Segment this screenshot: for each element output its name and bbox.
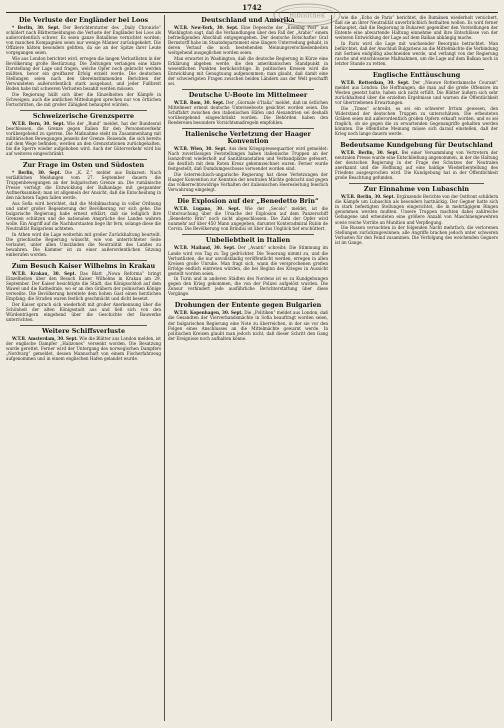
article-headline: Drohungen der Entente gegen Bulgarien [174, 301, 322, 310]
article-paragraph [168, 146, 328, 171]
article-headline: Bedeutsame Kundgebung für Deutschland [340, 140, 493, 149]
article-paragraph [168, 276, 328, 296]
article-paragraph [335, 80, 498, 105]
article-headline: Deutsche U-Boote im Mittelmeer [188, 91, 308, 100]
article [168, 92, 328, 125]
paragraph-text: Der „Nieuwe Rotterdamsche Courant“ meldet aus London: Die Hoffnungen, die man auf die große Offensive im Westen gesetzt hatte, haben sich nicht erfüllt. Die Blätter äußern sich sehr zurückhaltend über die erzielten Ergebnisse und warnen die Öffentlichkeit vor übertriebenen Erwartungen. [335, 79, 498, 106]
article-dateline: * Berlin, 30. Sept. [12, 25, 60, 30]
column-1 [6, 15, 161, 721]
article-headline: Weitere Schiffsverluste [41, 326, 126, 335]
article-dateline: W.T.B. Bern, 30. Sept. [12, 120, 65, 126]
paragraph-text: Bei einer Versammlung von Vertretern der neutralen Presse wurde eine Entschließung angenommen, in der die Haltung der deutschen Regierung in der Frage des Schutzes der Neutralen anerkannt und die Hoffnung auf eine baldige Wiederherstellung des Friedens ausgesprochen wird. Die Kundgebung hat in der Öffentlichkeit große Beachtung gefunden. [335, 149, 498, 181]
article [335, 72, 498, 136]
article-paragraph [6, 92, 161, 107]
article-paragraph [6, 271, 161, 301]
article [6, 17, 161, 107]
article [6, 263, 161, 322]
article-paragraph [6, 25, 161, 55]
article-dateline: W.T.B. Berlin, 30. Sept. [341, 149, 399, 155]
article-dateline: W.T.B. Wien, 30. Sept. [174, 146, 227, 152]
article-paragraph [168, 100, 328, 125]
article-dateline: W.T.B. Rotterdam, 30. Sept. [341, 79, 410, 85]
header-rule [6, 12, 498, 13]
article-paragraph [6, 170, 161, 200]
article-paragraph [335, 194, 498, 224]
article-paragraph [168, 56, 328, 86]
bottom-margin [0, 721, 504, 728]
article [168, 131, 328, 192]
article-headline: Unbeliebtheit in Italien [205, 236, 291, 245]
article-separator [20, 325, 147, 326]
column-divider [331, 15, 332, 721]
article-paragraph [6, 232, 161, 257]
article-dateline: W.T.B. Amsterdam, 30. Sept. [12, 335, 78, 341]
article-separator [182, 128, 314, 129]
paragraph-text: Der „Avanti“ schreibt: Die Stimmung im Lande wird von Tag zu Tag gedrückter. Die Teuerung nimmt zu, und die Verlustlisten, die nur unvollständig veröffentlicht werden, erregen in allen Kreisen große Unruhe. Man fragt sich, wann die versprochenen großen Erfolge endlich eintreten würden, die bei Beginn des Krieges in Aussicht gestellt worden seien. [168, 245, 328, 276]
article-dateline: W.T.B. New-York, 30. Sept. [174, 25, 239, 30]
paragraph-text: Die „K. Z.“ meldet aus Bukarest: Nach verläßlichen Meldungen vom 27. September dauern die Truppenbewegungen an der bulgarischen Grenze an. Die rumänische Presse verfolgt die Entwicklung der Balkanlage mit gespannter Aufmerksamkeit; man ist allgemein der Ansicht, daß die Entscheidung in den nächsten Tagen fallen werde. [6, 170, 161, 201]
article-paragraph [168, 310, 328, 340]
article-paragraph [335, 150, 498, 180]
article-headline: Die Verluste der Engländer bei Loos [18, 16, 149, 24]
article-paragraph [168, 245, 328, 275]
article-headline: Die Explosion auf der „Benedetto Brin“ [177, 197, 319, 206]
article-dateline: W.T.B. Rom, 30. Sept. [174, 100, 225, 106]
paragraph-text: In Turin und in anderen Städten des Nordens ist es zu Kundgebungen gegen den Krieg gekommen, die von der Polizei aufgelöst wurden. Die Zensur verhindert jede ausführliche Berichterstattung über diese Vorgänge. [168, 276, 328, 297]
article [6, 113, 161, 156]
paragraph-text: Der Berichterstatter des „Daily Chronicle“ schildert nach Blättermeldungen die Verluste der Engländer bei Loos als außerordentlich schwer. Es seien ganze Bataillone vernichtet worden; von manchen Kompagnien seien nur wenige Männer zurückgekehrt. Die Offiziere hätten besonders gelitten, da sie an der Spitze ihrer Leute vorgegangen seien. [6, 25, 161, 56]
article-headline: Zur Frage im Osten und Südosten [22, 161, 145, 170]
article-separator [182, 234, 314, 235]
article [335, 186, 498, 245]
paragraph-text: In Athen wird die Lage weiterhin mit großer Zurückhaltung beurteilt. Die griechische Regierung wünscht, wie von unterrichteter Seite verlautet, unter allen Umständen die Neutralität des Landes zu bewahren. Die Kammer ist zu einer außerordentlichen Sitzung einberufen worden. [6, 231, 161, 257]
paragraph-text: Die „Times“ schreibt, es sei ein schwerer Irrtum gewesen, den Widerstand der deutschen Truppen zu unterschätzen. Die erbeuteten Gräben seien mit außerordentlich großen Opfern erkauft worden, und es sei fraglich, ob sie gegen die zu erwartenden Gegenangriffe gehalten werden könnten. Die öffentliche Meinung müsse sich darauf einstellen, daß der Krieg noch lange dauern werde. [335, 105, 498, 136]
svg-text:Bibliothek: Bibliothek [288, 11, 326, 20]
article [6, 162, 161, 257]
article [168, 198, 328, 231]
article-dateline: * Berlin, 30. Sept. [12, 170, 62, 176]
article-paragraph [335, 225, 498, 245]
paragraph-text: Wie die Blätter aus London melden, ist der englische Dampfer „Halizones“ versenkt worden. Die Besatzung wurde gerettet. Ferner wird der Untergang des norwegischen Dampfers „Nordvarg“ gemeldet, dessen Mannschaft von einem Fischerfahrzeug aufgenommen und in einem englischen Hafen gelandet wurde. [6, 335, 161, 362]
paragraph-text: Aus Sofia wird berichtet, daß die Mobilmachung in voller Ordnung und unter großer Begeisterung der Bevölkerung vor sich gehe. Die bulgarische Regierung habe erneut erklärt, daß sie lediglich ihre Grenzen schützen und die nationalen Ansprüche des Landes wahren wolle. Ein Angriff auf die Nachbarstaaten liege ihr fern, solange diese die Neutralität Bulgariens achteten. [6, 200, 161, 232]
paragraph-text: Die „Politiken“ meldet aus London, daß die Gesandten der Vierverbandsmächte in Sofia beauftragt worden seien, der bulgarischen Regierung eine Note zu überreichen, in der sie vor den Folgen eines Anschlusses an die Mittelmächte gewarnt werde. In politischen Kreisen glaubt man jedoch nicht, daß dieser Schritt den Gang der Ereignisse noch aufhalten könne. [168, 310, 328, 341]
article-separator [182, 195, 314, 196]
article-separator [20, 159, 147, 160]
article-headline: Deutschland und Amerika [201, 16, 295, 24]
article-separator [20, 110, 147, 111]
article-separator [182, 89, 314, 90]
article-headline: Schweizerische Grenzsperre [32, 111, 135, 120]
paragraph-text: Der „Giornale d'Italia“ meldet, daß im östlichen Mittelmeer erneut deutsche Unterseeboote gesichtet worden seien. Die Schiffahrt zwischen den italienischen Häfen und Alexandrien sei deshalb vorübergehend eingeschränkt worden. Die Behörden haben den Reedereien besondere Vorsichtsmaßregeln empfohlen. [168, 100, 328, 126]
article-separator [349, 183, 484, 184]
paragraph-text: Eine Depesche der „Evening Post“ aus Washington sagt, daß die Verhandlungen über den Fall der „Arabic“ einem befriedigenden Abschluß entgegengehen. Der deutsche Botschafter Graf Bernstorff habe im Staatsdepartement eine längere Unterredung gehabt, in deren Verlauf die noch bestehenden Meinungsverschiedenheiten weitgehend ausgeglichen worden seien. [168, 25, 328, 56]
paragraph-text: Wie der „Secolo“ meldet, ist die Untersuchung über die Ursache der Explosion auf dem Panzerschiff „Benedetto Brin“ noch nicht abgeschlossen. Die Zahl der Opfer wird nunmehr auf über 450 Mann angegeben, darunter Konteradmiral Rubin de Cervin. Die Bevölkerung von Brindisi ist über das Unglück tief erschüttert. [168, 206, 328, 232]
article-headline: Englische Enttäuschung [372, 70, 461, 79]
article-separator [349, 69, 484, 70]
article-paragraph [335, 41, 498, 66]
article-paragraph [6, 56, 161, 91]
page-number: 1742 [242, 3, 262, 12]
article-paragraph [168, 25, 328, 55]
column-2 [168, 15, 328, 721]
paragraph-text: In Paris wird die Lage mit wachsender Besorgnis betrachtet. Man befürchtet, daß der Anschluß Bulgariens an die Mittelmächte die Verbindung mit Serbien endgültig abschneiden werde, und verlangt von der Regierung rasche und entschlossene Maßnahmen, um die Lage auf dem Balkan noch in letzter Stunde zu retten. [335, 40, 498, 66]
column-3 [335, 15, 498, 721]
paragraph-text: Man erwartet in Washington, daß die deutsche Regierung in Kürze eine Erklärung abgeben werde, die den amerikanischen Standpunkt in wesentlichen Punkten berücksichtige. In politischen Kreisen wird die Entwicklung mit Genugtuung aufgenommen; man glaubt, daß damit eine der schwierigsten Fragen zwischen beiden Ländern aus der Welt geschafft sei. [168, 55, 328, 87]
article-paragraph [6, 121, 161, 156]
paragraph-text: Aus dem Kriegspressequartier wird gemeldet: Nach zuverlässigen Feststellungen haben italienische Truppen an der Isonzofront wiederholt auf Sanitätsanstalten und Verbandplätze gefeuert, die deutlich mit dem Roten Kreuz gekennzeichnet waren. Ferner wurde festgestellt, daß Dumdumgeschosse verwendet worden sind. [168, 146, 328, 172]
paragraph-text: Der Kaiser sprach sich wiederholt mit großer Anerkennung über die Schönheit der alten Königsstadt aus und ließ sich von den Würdenträgern eingehend über die Geschichte der Bauwerke unterrichten. [6, 301, 161, 322]
article-headline: Zur Einnahme von Lubaschin [363, 185, 470, 194]
article-separator [349, 139, 484, 140]
article-headline: Zum Besuch Kaiser Wilhelms in Krakau [11, 261, 156, 270]
article-headline: Italienische Verletzung der Haager Konvention [185, 130, 311, 146]
paragraph-text: Wie aus London berichtet wird, erregen die langen Verlustlisten in der Bevölkerung große Bestürzung. Die Zeitungen verlangen eine klare Darstellung der Lage und fragen, welche Opfer noch gebracht werden müßten, bevor ein greifbarer Erfolg erzielt werde. Die deutschen Stellungen seien nach den übereinstimmenden Berichten der Verwundeten außerordentlich stark ausgebaut, und jeder Fußbreit Boden habe mit schweren Verlusten bezahlt werden müssen. [6, 55, 161, 92]
article-paragraph [6, 302, 161, 322]
article-dateline: W.T.B. Berlin, 30. Sept. [341, 194, 395, 200]
article [168, 17, 328, 86]
article [335, 15, 498, 66]
article-dateline: W.T.B. Mailand, 30. Sept. [174, 245, 236, 251]
article [168, 302, 328, 340]
paragraph-text: Die Russen versuchten in der folgenden Nacht mehrfach, die verlorenen Stellungen zurückzugewinnen; alle Angriffe brachen jedoch unter schweren Verlusten für den Feind zusammen. Die Verfolgung des weichenden Gegners ist im Gange. [335, 225, 498, 246]
article-paragraph [6, 201, 161, 231]
paragraph-text: wie die „Echo de Paris“ berichtet, die Rumänen wiederholt versichert, daß sie an ihrer Neutralität unverbrüchlich festhalten wollen. Es wird ferner behauptet, daß die Regierung in Bukarest gegenüber den Vorstellungen der Entente eine abwartende Haltung einnehme und ihre Entschlüsse von der weiteren Entwicklung der Lage auf dem Balkan abhängig mache. [335, 15, 498, 41]
article-paragraph [168, 172, 328, 192]
paragraph-text: Die Regierung hüllt sich über die Einzelheiten der Kämpfe in Schweigen; auch die amtlichen Mitteilungen sprechen nur von örtlichen Fortschritten, die mit großer Zähigkeit behauptet würden. [6, 91, 161, 107]
paragraph-text: Das Blatt „Nowa Reforma“ bringt Einzelheiten über den Besuch Kaiser Wilhelms in Krakau am 29. September. Der Kaiser besichtigte die Stadt, das Königsschloß auf dem Wawel und die Kathedrale, wo er an den Gräbern der polnischen Könige verweilte. Die Bevölkerung bereitete dem hohen Gast einen herzlichen Empfang; die Straßen waren festlich geschmückt und dicht besetzt. [6, 270, 161, 302]
article [335, 142, 498, 180]
article-dateline: W.T.B. Kopenhagen, 30. Sept. [174, 310, 243, 316]
article-separator [182, 299, 314, 300]
article-paragraph [335, 15, 498, 40]
paragraph-text: Wie der „Bund“ meldet, hat der Bundesrat beschlossen, die Grenze gegen Italien für den Personenverkehr vorübergehend zu sperren. Die Maßnahme steht im Zusammenhang mit militärischen Bewegungen jenseits der Grenze. Reisende, die sich bereits auf dem Wege befinden, werden an den Grenzstationen zurückgehalten, bis die Sperre wieder aufgehoben wird. Auch der Güterverkehr wird bis auf weiteres eingeschränkt. [6, 120, 161, 157]
article [168, 237, 328, 296]
paragraph-text: Die österreichisch-ungarische Regierung hat diese Verletzungen der Haager Konvention zur Kenntnis der neutralen Mächte gebracht und gegen das völkerrechtswidrige Verhalten der italienischen Heeresleitung feierlich Verwahrung eingelegt. [168, 172, 328, 193]
column-divider [164, 15, 165, 721]
paragraph-text: Ergänzende Berichte von der Ostfront schildern die Kämpfe um Lubaschin als besonders hartnäckig. Der Gegner hatte sich in stark befestigten Stellungen eingerichtet, die in mehrtägigem Ringen genommen werden mußten. Unsere Truppen machten dabei zahlreiche Gefangene und erbeuteten eine größere Anzahl von Maschinengewehren sowie reiche Vorräte an Munition und Verpflegung. [335, 194, 498, 225]
article-paragraph [6, 336, 161, 361]
article-separator [20, 260, 147, 261]
article-dateline: W.T.B. Lugano, 30. Sept. [174, 206, 241, 212]
article-paragraph [335, 106, 498, 136]
article [6, 328, 161, 361]
article-paragraph [168, 206, 328, 231]
article-dateline: W.T.B. Krakau, 30. Sept. [12, 270, 77, 276]
